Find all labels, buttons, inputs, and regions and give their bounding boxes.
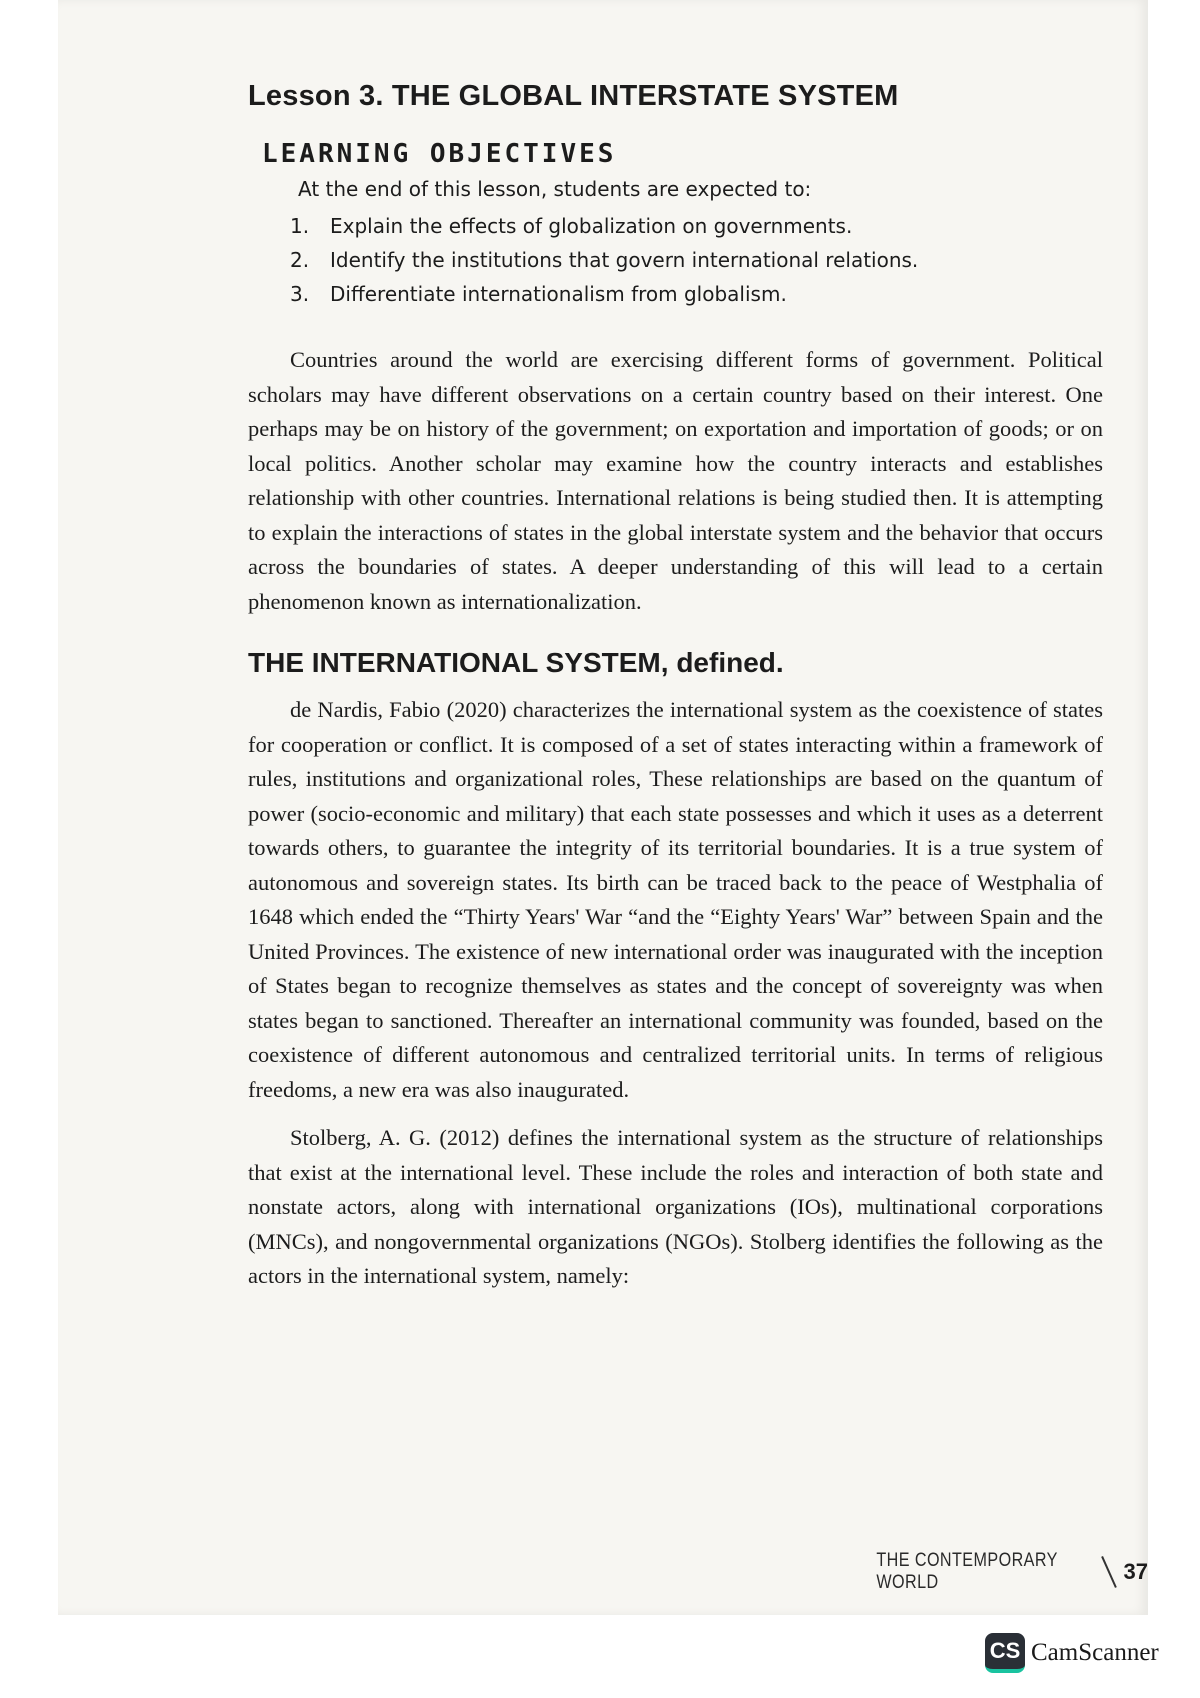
objective-text: Explain the effects of globalization on governments.: [330, 214, 853, 238]
objective-number: 2.: [290, 248, 310, 272]
footer-book-title: THE CONTEMPORARY WORLD: [876, 1550, 1058, 1593]
objectives-intro: At the end of this lesson, students are expected to:: [298, 177, 812, 201]
page-footer: [838, 1550, 1148, 1594]
objectives-heading: LEARNING OBJECTIVES: [262, 139, 617, 169]
objective-number: 3.: [290, 282, 310, 306]
camscanner-name: CamScanner: [1031, 1639, 1159, 1666]
objective-number: 1.: [290, 214, 310, 238]
objective-item: [290, 209, 1103, 243]
footer-divider: [1101, 1556, 1116, 1588]
intro-paragraph: Countries around the world are exercising different forms of government. Political scholars may have different observations on a certain country based on their interest. One perhaps may be on history of the government; on exportation and importation of goods; or on local politics. Another scholar may examine how the country interacts and establishes relationship with other countries. International relations is being studied then. It is attempting to explain the interactions of states in the global interstate system and the behavior that occurs across the boundaries of states. A deeper understanding of this will lead to a certain phenomenon known as internationalization.: [248, 347, 1103, 614]
section-paragraph-stolberg: Stolberg, A. G. (2012) defines the international system as the structure of relationships that exist at the international level. These include the roles and interaction of both state and nonstate actors, along with international organizations (IOs), multinational corporations (MNCs), and nongovernmental organizations (NGOs). Stolberg identifies the following as the actors in the international system, namely:: [248, 1125, 1103, 1288]
camscanner-watermark: [985, 1633, 1159, 1673]
section-paragraph-de-nardis: de Nardis, Fabio (2020) characterizes the international system as the coexistence of states for cooperation or conflict. It is composed of a set of states interacting within a framework of rules, institutions and organizational roles, These relationships are based on the quantum of power (socio-economic and military) that each state possesses and which it uses as a deterrent towards others, to guarantee the integrity of its territorial boundaries. It is a true system of autonomous and sovereign states. Its birth can be traced back to the peace of Westphalia of 1648 which ended the “Thirty Years' War “and the “Eighty Years' War” between Spain and the United Provinces. The existence of new international order was inaugurated with the inception of States began to recognize themselves as states and the concept of sovereignty was when states began to sanctioned. Thereafter an international community was founded, based on the coexistence of different autonomous and centralized territorial units. In terms of religious freedoms, a new era was also inaugurated.: [248, 697, 1103, 1102]
objective-text: Identify the institutions that govern international relations.: [330, 248, 919, 272]
page-content: [248, 80, 1103, 1308]
scanned-page: [58, 0, 1148, 1615]
objective-item: [290, 277, 1103, 311]
section-title: THE INTERNATIONAL SYSTEM, defined.: [248, 647, 784, 678]
objective-item: [290, 243, 1103, 277]
objectives-list: [290, 209, 1103, 311]
objective-text: Differentiate internationalism from globalism.: [330, 282, 787, 306]
footer-page-number: 37: [1123, 1559, 1148, 1584]
lesson-title: Lesson 3. THE GLOBAL INTERSTATE SYSTEM: [248, 80, 899, 112]
camscanner-logo-icon: CS: [985, 1633, 1025, 1673]
